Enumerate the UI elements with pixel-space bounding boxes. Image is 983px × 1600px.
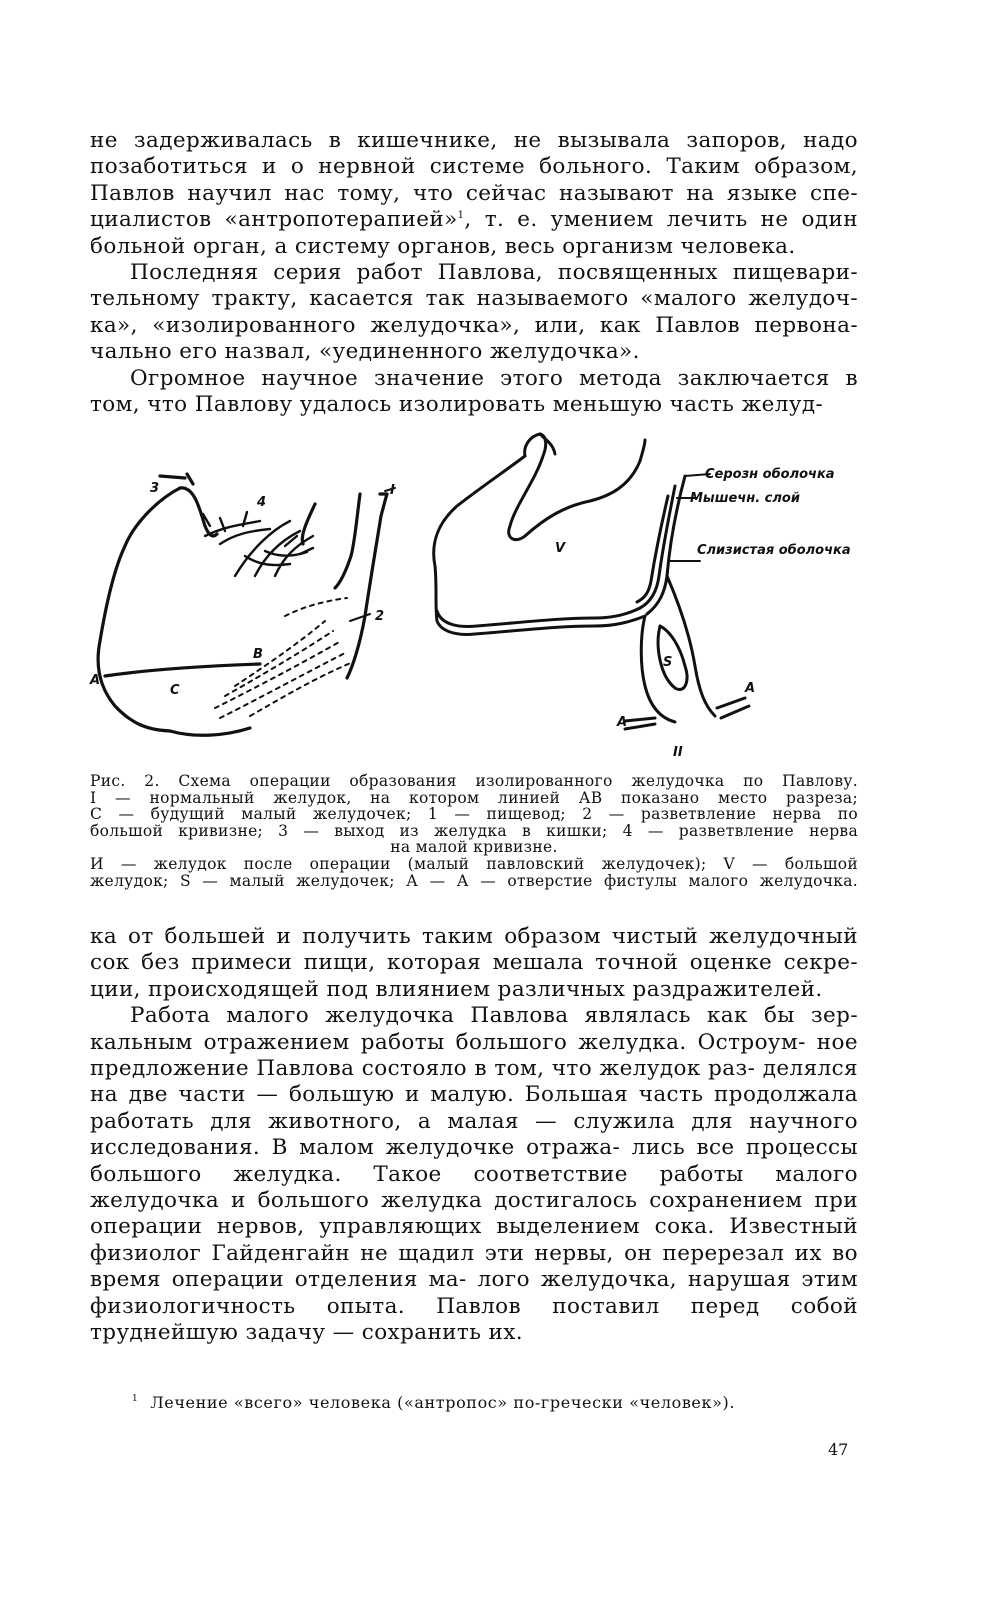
text-line: продолжала работать для животного, а малая — служила для [90,1082,858,1134]
text-line: Последняя серия работ Павлова, посвященных пищевари- [130,260,858,286]
caption-line: желудок; S — малый желудочек; А — А — отверстие фистулы малого желудочка. [90,871,858,890]
text-line: больной орган, а систему органов, весь организм человека. [90,233,796,259]
fig2-small-stomach-right [667,576,715,716]
text-line: достигалось сохранением при операции нервов, управляющих [90,1188,858,1240]
caption-line: С — будущий малый желудочек; 1 — пищевод; 2 — разветвление нерва по [90,805,858,824]
text-line: кальным отражением работы большого желудка. Остроум- [90,1029,806,1055]
fig1-stomach-top [180,488,217,536]
text-line: не задерживалась в кишечнике, не вызывала запоров, надо [90,128,858,153]
text-line: т. е. умением лечить не один [484,207,858,233]
fig1-pylorus [160,474,193,484]
caption-line: большой кривизне; 3 — выход из желудка в кишки; 4 — разветвление нерва [90,821,858,840]
figure-caption [90,773,858,889]
text-line: научного исследования. В малом желудочке отража- [90,1108,858,1161]
fig2-label-A-right: A [745,681,756,696]
text-line: ка», «изолированного желудочка», или, как Павлов первона- [90,312,858,338]
text-line: ное предложение Павлова состояло в том, что желудок раз- [90,1029,858,1082]
footnote-reference: 1 [457,210,465,222]
figure-drawing [85,426,875,771]
footnote [90,1393,858,1412]
text-line: Павлов научил нас тому, что сейчас называют на языке спе- [90,180,858,206]
text-line: ции, происходящей под влиянием различных раздражителей. [90,976,823,1002]
text-line: сок без примеси пищи, которая мешала точной оценке секре- [90,950,858,976]
text-line: ка от большей и получить таким образом чистый желудочный [90,924,858,949]
fig1-stomach-left-wall [98,488,180,731]
fig1-label-I: I [390,483,395,498]
fig2-label-serous: Серозн оболочка [705,467,835,482]
text-line: эти нервы, он перерезал их во время операции отделения ма- [90,1240,858,1293]
footnote-mark: 1 [132,1394,139,1404]
fig1-label-B: B [253,647,263,662]
fig1-lower-curve [170,728,250,735]
fig1-label-2: 2 [375,609,385,624]
body-text-top [90,128,858,418]
footnote-text: Лечение «всего» человека («антропос» по-гречески «человек»). [150,1393,736,1412]
fig1-cut-line-AB [105,664,260,676]
text-line: том, что Павлову удалось изолировать меньшую часть желуд- [90,392,824,418]
text-line: поставил перед собой труднейшую задачу — сохранить их. [90,1293,858,1346]
fig2-fistula-left [625,718,655,729]
paragraph [90,366,858,419]
fig2-esophagus-top [540,434,555,454]
paragraph [90,924,858,1003]
text-line: циалистов «антропотерапией» [90,207,458,233]
fig1-label-C: C [170,683,180,698]
text-line: тельному тракту, касается так называемого «малого желудоч- [90,286,858,312]
fig1-label-4: 4 [257,495,267,510]
fig1-nerve-2-pointer [350,614,370,621]
fig2-label-II: II [673,745,683,760]
fig2-label-V: V [555,541,566,556]
fig1-esophagus [347,494,387,678]
figure-stomach-operation-scheme [85,426,875,771]
text-line: соответствие работы малого желудочка и большого желудка [90,1161,858,1214]
fig2-fistula-right [717,698,749,718]
text-line: Работа малого желудочка Павлова являлась как бы зер- [130,1003,858,1029]
text-line: делялся на две части — большую и малую. Большая часть [90,1056,859,1108]
fig1-label-3: 3 [150,481,160,496]
text-line: позаботиться и о нервной системе больного. Таким образом, [90,154,858,180]
paragraph: не задерживалась в кишечнике, не вызывала запоров, надо позаботиться и о нервной системе больного. Таким образом, Павлов научил нас тому, что сейчас называют на языке спе- циалистов «антропотерапией»$^1$, т. е. умением лечить не один больной орган, а систему органов, весь организм человека. [90,128,858,259]
fig2-label-S: S [663,655,673,670]
text-line: выделением сока. Известный физиолог Гайденгайн не щадил [90,1214,858,1266]
paragraph [90,260,858,366]
text-line: Огромное научное значение этого метода заключается в [130,365,858,391]
caption-line: И — желудок после операции (малый павловский желудочек); V — большой [90,854,858,873]
fig2-outer-wall [434,456,645,634]
fig2-esophagus [509,434,645,540]
caption-line: Рис. 2. Схема операции образования изолированного желудочка по Павлову. [90,772,858,790]
fig1-esophagus-inner [335,494,360,588]
text-line: чально его назвал, «уединенного желудочка». [90,339,640,365]
body-text-bottom [90,924,858,1347]
fig1-label-A: A [90,673,101,688]
text-line: лись все процессы большого желудка. Такое [90,1135,858,1187]
page-number: 47 [828,1440,849,1459]
fig2-label-mucous: Слизистая оболочка [697,543,851,558]
caption-line: на малой кривизне. [390,838,558,857]
fig2-label-A-left: A [617,715,628,730]
caption-line: I — нормальный желудок, на котором линией АВ показано место разреза; [90,788,858,807]
text-line: лого желудочка, нарушая этим физиологичность опыта. Павлов [90,1267,859,1319]
fig2-label-muscle: Мышечн. слой [690,491,800,506]
paragraph [90,1003,858,1346]
